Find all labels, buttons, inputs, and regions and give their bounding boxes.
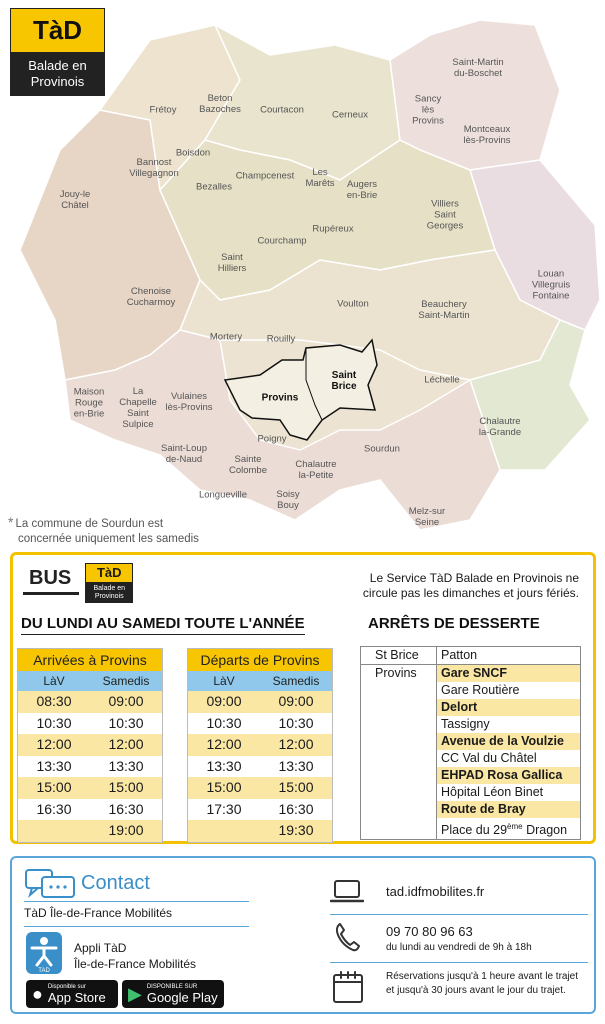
logo-line-name: Balade en Provinois <box>10 52 105 96</box>
time-cell: 13:30 <box>108 757 144 774</box>
col-saturday: Samedis <box>272 674 320 688</box>
time-cell: 13:30 <box>206 757 242 774</box>
last-stop-sup: ème <box>507 822 523 831</box>
town-label: Chenoise Cucharmoy <box>126 286 176 308</box>
service-note-line2: circule pas les dimanches et jours fériés. <box>362 586 579 600</box>
time-cell: 09:00 <box>206 693 242 709</box>
table-row <box>188 691 332 713</box>
town-label-saint-brice: Saint Brice <box>331 370 357 392</box>
stop-row <box>361 801 580 818</box>
time-cell: 16:30 <box>36 800 72 817</box>
town-label: Vulaines lès-Provins <box>165 391 213 413</box>
time-cell: 12:00 <box>206 736 242 752</box>
stop-city <box>361 750 437 767</box>
stop-row <box>361 699 580 716</box>
apple-icon: ● <box>32 983 43 1004</box>
time-cell: 15:00 <box>206 779 242 795</box>
calendar-icon <box>332 970 364 1004</box>
time-cell: 08:30 <box>36 693 72 709</box>
town-label: Bannost Villegagnon <box>129 157 179 179</box>
departures-columns <box>188 671 332 691</box>
service-note-line1: Le Service TàD Balade en Provinois ne <box>369 571 579 585</box>
stop-name-last <box>437 818 580 839</box>
app-store-button[interactable] <box>26 980 118 1008</box>
stop-name: Hôpital Léon Binet <box>441 785 544 799</box>
stops-table <box>360 646 581 840</box>
stop-name: Gare Routière <box>441 683 520 697</box>
chat-bubbles-icon <box>24 868 76 900</box>
time-cell: 09:00 <box>278 693 314 709</box>
table-row <box>188 756 332 778</box>
contact-panel <box>10 856 596 1014</box>
laptop-icon <box>330 878 364 906</box>
bus-badge <box>23 563 133 603</box>
town-label: Voulton <box>337 298 369 310</box>
website-link[interactable]: tad.idfmobilites.fr <box>386 884 485 899</box>
time-cell: 10:30 <box>206 714 242 731</box>
town-label: Les Marêts <box>305 167 335 189</box>
col-saturday: Samedis <box>102 674 150 688</box>
town-label: Maison Rouge en-Brie <box>73 386 105 420</box>
table-row <box>18 820 162 842</box>
town-label: Frétoy <box>149 104 177 116</box>
town-label: La Chapelle Saint Sulpice <box>119 386 157 430</box>
asterisk-icon: * <box>8 514 14 530</box>
stops-title: ARRÊTS DE DESSERTE <box>368 615 540 632</box>
google-play-icon: ▶ <box>128 983 142 1004</box>
sourdun-note-line2: concernée uniquement les samedis <box>18 533 199 545</box>
stop-row <box>361 647 580 665</box>
town-label: Poigny <box>257 433 287 445</box>
timetable-panel <box>10 552 596 844</box>
town-label: Sainte Colombe <box>228 454 268 476</box>
town-label: Montceaux lès-Provins <box>463 124 511 146</box>
phone-icon <box>334 922 360 952</box>
table-row <box>188 734 332 756</box>
time-cell: 19:30 <box>278 822 314 838</box>
arrivals-title: Arrivées à Provins <box>18 649 162 671</box>
table-row <box>18 713 162 735</box>
stop-city <box>361 818 437 839</box>
app-icon-label: TAD <box>38 968 50 974</box>
service-note <box>329 571 579 601</box>
town-label: Louan Villegruis Fontaine <box>531 268 571 302</box>
stop-name: Tassigny <box>441 717 490 731</box>
stop-row <box>361 733 580 750</box>
tad-logo <box>10 8 105 96</box>
reservation-line1: Réservations jusqu'à 1 heure avant le trajet <box>386 971 579 982</box>
last-stop-prefix: Place du 29 <box>441 823 508 838</box>
appstore-big: App Store <box>47 989 106 1005</box>
stop-name: EHPAD Rosa Gallica <box>437 767 580 784</box>
town-label: Beton Bazoches <box>199 93 241 115</box>
town-label: Champcenest <box>235 170 295 182</box>
stop-city <box>361 801 437 818</box>
stop-city: Provins <box>361 665 437 682</box>
week-title: DU LUNDI AU SAMEDI TOUTE L'ANNÉE <box>21 615 305 635</box>
googleplay-big: Google Play <box>146 989 218 1005</box>
stop-city: St Brice <box>361 647 437 664</box>
contact-divider <box>330 914 588 915</box>
time-cell: 15:00 <box>36 779 72 795</box>
town-label: Cerneux <box>332 109 368 121</box>
table-row <box>188 713 332 735</box>
time-cell: 17:30 <box>206 800 242 817</box>
table-row <box>188 820 332 842</box>
table-row <box>18 799 162 821</box>
town-label: Mortery <box>209 331 243 343</box>
sourdun-note <box>8 515 199 547</box>
stop-name: CC Val du Châtel <box>441 751 537 765</box>
phone-hours: du lundi au vendredi de 9h à 18h <box>386 942 532 953</box>
town-label: Villiers Saint Georges <box>426 198 464 232</box>
sourdun-note-line1: La commune de Sourdun est <box>15 518 164 530</box>
table-row <box>18 734 162 756</box>
stop-name: Delort <box>437 699 580 716</box>
table-row <box>188 777 332 799</box>
reservation-line2: et jusqu'à 30 jours avant le jour du trajet. <box>386 985 566 996</box>
town-label: Rupéreux <box>312 223 354 235</box>
stop-row <box>361 818 580 839</box>
app-name <box>74 940 196 972</box>
stop-row <box>361 784 580 801</box>
app-line1: Appli TàD <box>74 941 127 955</box>
town-label: Saint-Martin du-Boschet <box>452 57 504 79</box>
mini-logo-brand: TàD <box>85 563 133 583</box>
arrivals-table <box>17 648 163 843</box>
stop-name: Avenue de la Voulzie <box>437 733 580 750</box>
table-row <box>18 756 162 778</box>
mini-logo-line: Balade en Provinois <box>85 583 133 603</box>
stop-row <box>361 716 580 733</box>
stop-city <box>361 682 437 699</box>
mini-tad-logo <box>85 563 133 603</box>
town-label: Soisy Bouy <box>276 489 300 511</box>
town-label: Jouy-le Châtel <box>59 189 91 211</box>
tad-app-icon[interactable] <box>26 932 62 974</box>
time-cell: 12:00 <box>36 736 72 752</box>
time-cell: 10:30 <box>36 714 72 731</box>
time-cell: 09:00 <box>108 693 144 709</box>
time-cell <box>188 820 260 842</box>
stop-row <box>361 682 580 699</box>
town-label: Chalautre la-Petite <box>295 459 337 481</box>
town-label-provins: Provins <box>261 392 299 404</box>
stop-city <box>361 784 437 801</box>
contact-divider <box>24 926 249 927</box>
reservation-info <box>386 970 578 998</box>
stop-city <box>361 699 437 716</box>
stop-city <box>361 733 437 750</box>
app-line2: Île-de-France Mobilités <box>74 957 197 971</box>
time-cell: 13:30 <box>36 757 72 774</box>
phone-number[interactable]: 09 70 80 96 63 <box>386 924 473 939</box>
departures-title: Départs de Provins <box>188 649 332 671</box>
town-label: Sancy lès Provins <box>412 93 444 127</box>
arrivals-columns <box>18 671 162 691</box>
town-label: Sourdun <box>364 443 400 455</box>
time-cell: 19:00 <box>108 822 144 838</box>
table-row <box>18 777 162 799</box>
town-label: Rouilly <box>266 333 296 345</box>
town-label: Chalautre la-Grande <box>478 416 522 438</box>
stop-city <box>361 767 437 784</box>
stop-name: Gare SNCF <box>437 665 580 682</box>
time-cell: 15:00 <box>278 779 314 795</box>
time-cell: 12:00 <box>108 736 144 752</box>
town-label: Melz-sur Seine <box>408 506 446 528</box>
town-label: Saint-Loup de-Naud <box>161 443 207 465</box>
town-label: Longueville <box>198 489 248 501</box>
appstore-small: Disponible sur <box>47 983 86 990</box>
contact-divider <box>24 901 249 902</box>
table-row <box>18 691 162 713</box>
contact-divider <box>330 962 588 963</box>
time-cell <box>18 820 90 842</box>
col-weekday: LàV <box>213 674 235 688</box>
town-label: Courtacon <box>260 104 304 116</box>
town-label: Bezalles <box>196 181 232 193</box>
contact-org: TàD Île-de-France Mobilités <box>24 906 173 920</box>
contact-title: Contact <box>81 872 150 894</box>
logo-brand: TàD <box>10 8 105 52</box>
time-cell: 13:30 <box>278 757 314 774</box>
departures-table <box>187 648 333 843</box>
town-label: Augers en-Brie <box>346 179 378 201</box>
stop-row <box>361 750 580 767</box>
town-label: Léchelle <box>424 374 460 386</box>
stop-city <box>361 716 437 733</box>
time-cell: 12:00 <box>278 736 314 752</box>
stop-row <box>361 665 580 682</box>
town-label: Boisdon <box>175 147 211 159</box>
google-play-button[interactable] <box>122 980 224 1008</box>
time-cell: 10:30 <box>108 714 144 731</box>
stop-name: Patton <box>441 648 478 662</box>
town-label: Courchamp <box>257 235 307 247</box>
stop-name: Route de Bray <box>437 801 580 818</box>
town-label: Beauchery Saint-Martin <box>418 299 470 321</box>
time-cell: 16:30 <box>108 800 144 817</box>
last-stop-suffix: Dragon <box>522 823 568 838</box>
time-cell: 16:30 <box>278 800 314 817</box>
col-weekday: LàV <box>43 674 65 688</box>
googleplay-small: DISPONIBLE SUR <box>146 983 198 990</box>
bus-label: BUS <box>23 563 79 595</box>
time-cell: 10:30 <box>278 714 314 731</box>
time-cell: 15:00 <box>108 779 144 795</box>
table-row <box>188 799 332 821</box>
town-label: Saint Hilliers <box>217 252 247 274</box>
stop-row <box>361 767 580 784</box>
